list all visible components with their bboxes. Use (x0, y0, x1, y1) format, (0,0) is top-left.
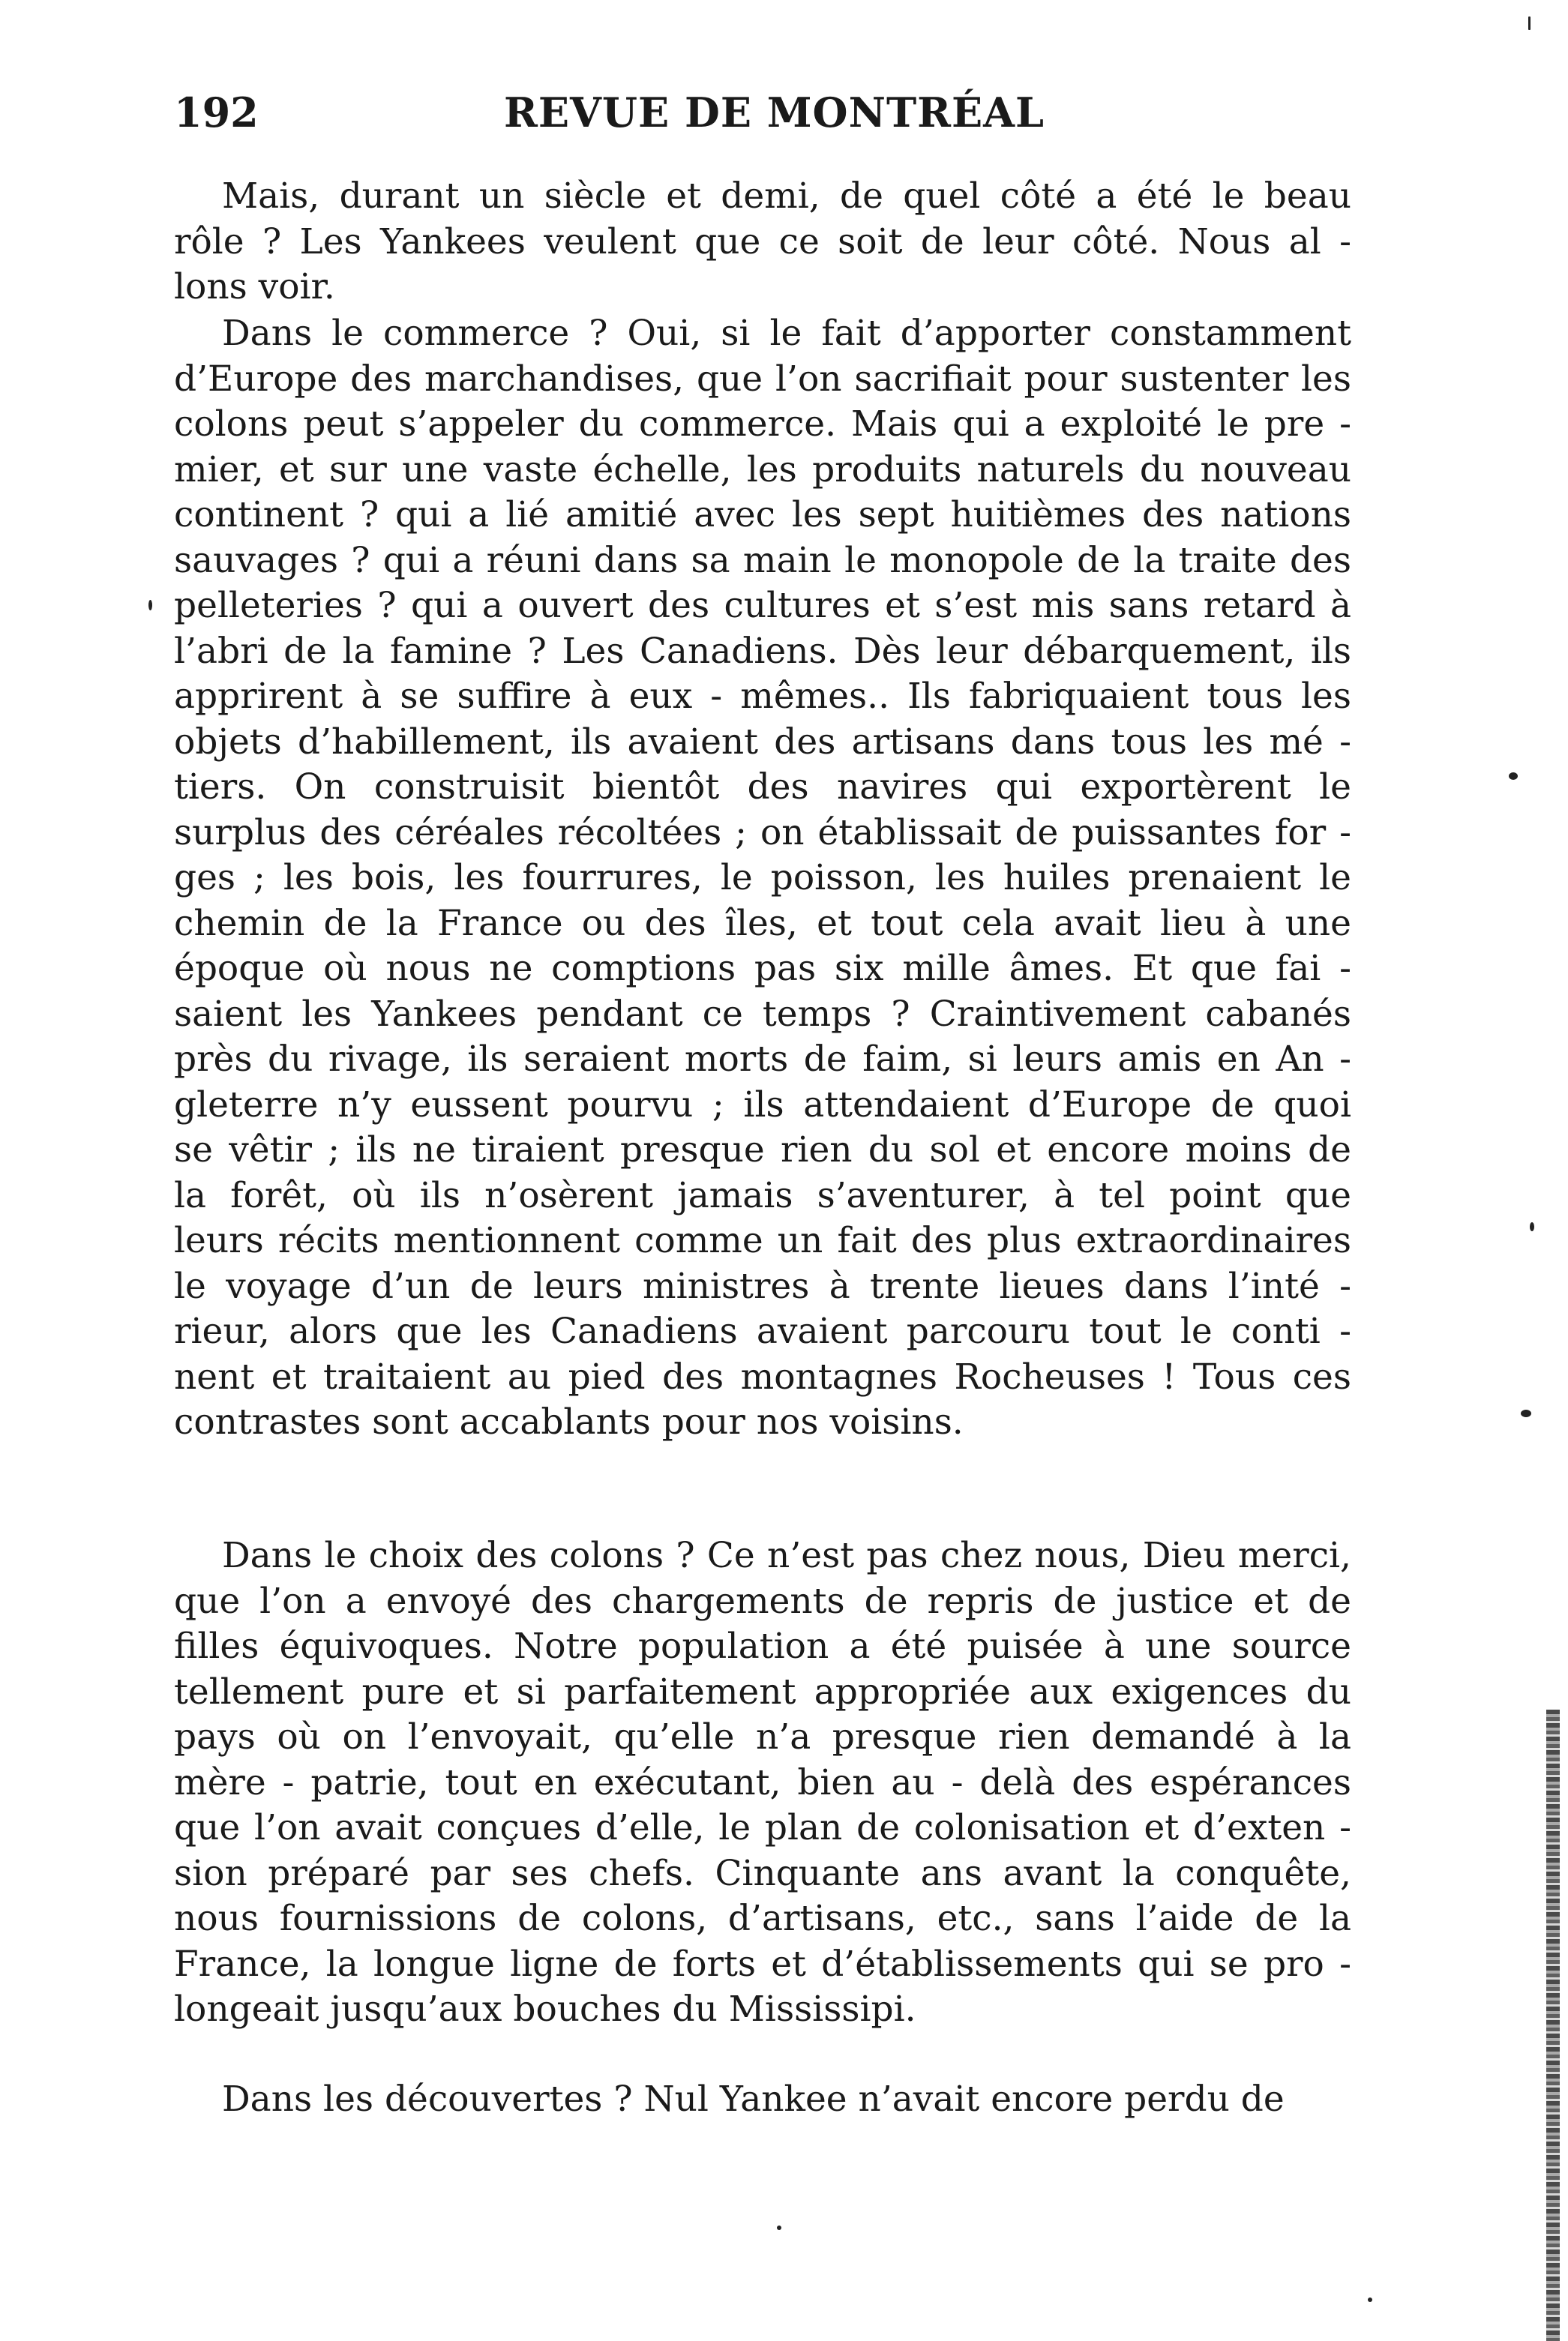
text-line: près du rivage, ils seraient morts de faim, si leurs amis en An - (174, 1039, 1351, 1080)
paragraph (174, 2077, 1351, 2123)
text-line: longeait jusqu’aux bouches du Mississipi. (174, 1989, 916, 2030)
text-line: époque où nous ne comptions pas six mille âmes. Et que fai - (174, 948, 1351, 989)
text-line: objets d’habillement, ils avaient des artisans dans tous les mé - (174, 721, 1351, 763)
text-line: ges ; les bois, les fourrures, le poisson, les huiles prenaient le (174, 857, 1351, 898)
text-line: tiers. On construisit bientôt des navires qui exportèrent le (174, 766, 1351, 808)
text-line: que l’on a envoyé des chargements de repris de justice et de (174, 1580, 1351, 1622)
text-line: continent ? qui a lié amitié avec les sept huitièmes des nations (174, 494, 1351, 535)
text-line: leurs récits mentionnent comme un fait des plus extraordinaires (174, 1220, 1351, 1261)
scan-edge-noise (1546, 1710, 1560, 2341)
text-line: contrastes sont accablants pour nos voisins. (174, 1401, 964, 1443)
text-line: colons peut s’appeler du commerce. Mais qui a exploité le pre - (174, 403, 1351, 445)
text-line: gleterre n’y eussent pourvu ; ils attendaient d’Europe de quoi (174, 1084, 1351, 1126)
text-line: surplus des céréales récoltées ; on établissait de puissantes for - (174, 811, 1351, 853)
text-line: nent et traitaient au pied des montagnes Rocheuses ! Tous ces (174, 1356, 1351, 1398)
text-line: nous fournissions de colons, d’artisans, etc., sans l’aide de la (174, 1898, 1351, 1939)
paragraph (174, 311, 1351, 1446)
text-line: rieur, alors que les Canadiens avaient parcouru tout le conti - (174, 1311, 1351, 1352)
page-header (174, 88, 1351, 141)
text-line: pays où on l’envoyait, qu’elle n’a presque rien demandé à la (174, 1716, 1351, 1758)
running-title: REVUE DE MONTRÉAL (504, 88, 1045, 136)
text-line: se vêtir ; ils ne tiraient presque rien du sol et encore moins de (174, 1129, 1351, 1170)
scan-speck (1530, 1222, 1534, 1231)
text-line: lons voir. (174, 266, 335, 307)
text-line: Dans le choix des colons ? Ce n’est pas chez nous, Dieu merci, (222, 1535, 1351, 1576)
text-line: sauvages ? qui a réuni dans sa main le monopole de la traite des (174, 539, 1351, 581)
text-line: rôle ? Les Yankees veulent que ce soit de leur côté. Nous al - (174, 220, 1351, 262)
scan-speck (1521, 1410, 1531, 1417)
text-line: saient les Yankees pendant ce temps ? Craintivement cabanés (174, 993, 1351, 1035)
paragraph (174, 1533, 1351, 2033)
text-line: France, la longue ligne de forts et d’établissements qui se pro - (174, 1943, 1351, 1985)
text-line: le voyage d’un de leurs ministres à trente lieues dans l’inté - (174, 1265, 1351, 1307)
scan-speck (148, 600, 152, 610)
scan-speck (1509, 772, 1518, 780)
text-line: Dans le commerce ? Oui, si le fait d’apporter constamment (222, 313, 1351, 354)
text-line: Dans les découvertes ? Nul Yankee n’avait encore perdu de (222, 2079, 1285, 2120)
scan-speck (1368, 2298, 1372, 2302)
text-line: l’abri de la famine ? Les Canadiens. Dès leur débarquement, ils (174, 630, 1351, 672)
text-line: mère - patrie, tout en exécutant, bien au - delà des espérances (174, 1761, 1351, 1803)
text-line: filles équivoques. Notre population a été puisée à une source (174, 1626, 1351, 1667)
text-line: pelleteries ? qui a ouvert des cultures et s’est mis sans retard à (174, 585, 1351, 626)
text-line: chemin de la France ou des îles, et tout cela avait lieu à une (174, 902, 1351, 944)
text-line: la forêt, où ils n’osèrent jamais s’aventurer, à tel point que (174, 1174, 1351, 1216)
text-line: Mais, durant un siècle et demi, de quel côté a été le beau (222, 175, 1351, 217)
scan-speck (1528, 16, 1531, 30)
page-number: 192 (174, 88, 259, 136)
text-line: d’Europe des marchandises, que l’on sacrifiait pour sustenter les (174, 358, 1351, 400)
text-line: sion préparé par ses chefs. Cinquante ans avant la conquête, (174, 1852, 1351, 1894)
scan-speck (777, 2226, 781, 2230)
text-line: mier, et sur une vaste échelle, les produits naturels du nouveau (174, 448, 1351, 490)
text-line: que l’on avait conçues d’elle, le plan de colonisation et d’exten - (174, 1807, 1351, 1848)
paragraph (174, 174, 1351, 310)
text-line: tellement pure et si parfaitement appropriée aux exigences du (174, 1671, 1351, 1713)
text-line: apprirent à se suffire à eux - mêmes.. Ils fabriquaient tous les (174, 676, 1351, 717)
